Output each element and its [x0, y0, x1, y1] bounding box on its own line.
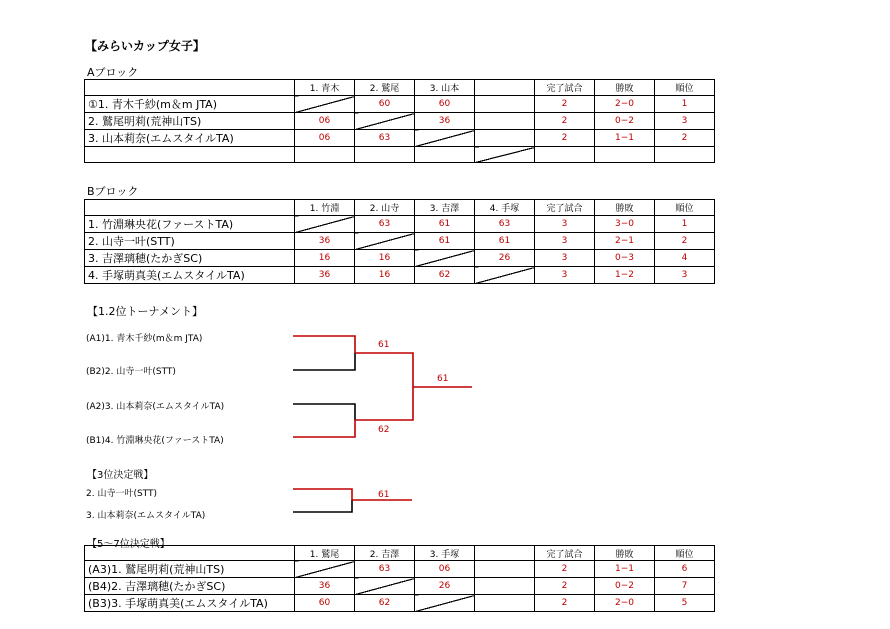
table-row	[85, 561, 715, 578]
win-loss-cell: 1−1	[595, 561, 655, 578]
score-cell: 06	[295, 130, 355, 147]
rank-cell: 2	[655, 130, 715, 147]
score-cell: 16	[295, 250, 355, 267]
table-header-cell	[475, 546, 535, 561]
table-header-cell: 順位	[655, 200, 715, 216]
player-name-cell: 2. 鷲尾明莉(荒神山TS)	[85, 113, 295, 130]
tournament-entry-1: (A1)1. 青木千紗(m＆m JTA)	[86, 334, 203, 344]
block-b-title: Bブロック	[87, 185, 139, 198]
completed-matches-cell: 2	[535, 96, 595, 113]
bracket-line	[355, 387, 413, 420]
bracket-line	[293, 420, 355, 437]
score-cell	[475, 561, 535, 578]
score-cell: 16	[355, 250, 415, 267]
table-header-cell: 1. 青木	[295, 80, 355, 96]
table-header-cell: 勝敗	[595, 80, 655, 96]
rank-cell: 1	[655, 216, 715, 233]
table-header-cell: 勝敗	[595, 546, 655, 561]
bracket-line	[293, 336, 355, 353]
semifinal-2-score: 62	[378, 425, 390, 435]
score-cell	[475, 595, 535, 612]
table-header-cell: 4. 手塚	[475, 200, 535, 216]
rank-cell: 3	[655, 113, 715, 130]
rank-cell: 3	[655, 267, 715, 284]
player-name-cell: 3. 吉澤璃穂(たかぎSC)	[85, 250, 295, 267]
rank-cell: 5	[655, 595, 715, 612]
bracket-line	[355, 353, 413, 387]
document-title: 【みらいカップ女子】	[85, 39, 205, 53]
score-cell: 06	[295, 113, 355, 130]
score-cell: 60	[415, 96, 475, 113]
bracket-line	[293, 404, 355, 420]
completed-matches-cell: 2	[535, 595, 595, 612]
semifinal-1-score: 61	[378, 340, 390, 350]
table-header-cell: 順位	[655, 546, 715, 561]
completed-matches-cell: 3	[535, 250, 595, 267]
score-cell: 61	[475, 233, 535, 250]
player-name-cell: (A3)1. 鷲尾明莉(荒神山TS)	[85, 561, 295, 578]
rank-cell: 2	[655, 233, 715, 250]
score-cell: 06	[415, 561, 475, 578]
completed-matches-cell: 3	[535, 267, 595, 284]
player-name-cell: ①1. 青木千紗(m＆m JTA)	[85, 96, 295, 113]
player-name-cell: (B4)2. 吉澤璃穂(たかぎSC)	[85, 578, 295, 595]
table-header-row	[85, 546, 715, 561]
score-cell: 63	[475, 216, 535, 233]
score-cell: 26	[415, 578, 475, 595]
completed-matches-cell: 3	[535, 216, 595, 233]
score-cell: 61	[415, 233, 475, 250]
table-row	[85, 578, 715, 595]
table-header-cell: 3. 吉澤	[415, 200, 475, 216]
fifth-place-title: 【5～7位決定戦】	[87, 539, 170, 550]
win-loss-cell: 2−1	[595, 233, 655, 250]
completed-matches-cell: 2	[535, 113, 595, 130]
score-cell: 36	[415, 113, 475, 130]
bracket-line	[293, 489, 352, 500]
score-cell: 60	[355, 96, 415, 113]
tournament-entry-4: (B1)4. 竹淵琳央花(ファーストTA)	[86, 436, 224, 446]
rank-cell: 1	[655, 96, 715, 113]
score-cell: 60	[295, 595, 355, 612]
bracket-line	[293, 353, 355, 370]
player-name-cell: 2. 山寺一叶(STT)	[85, 233, 295, 250]
tournament-entry-3: (A2)3. 山本莉奈(エムスタイルTA)	[86, 402, 225, 412]
win-loss-cell: 3−0	[595, 216, 655, 233]
third-entry-1: 2. 山寺一叶(STT)	[86, 489, 158, 499]
table-row	[85, 595, 715, 612]
completed-matches-cell: 2	[535, 561, 595, 578]
table-header-cell: 完了試合	[535, 546, 595, 561]
table-header-cell: 完了試合	[535, 80, 595, 96]
win-loss-cell: 1−2	[595, 267, 655, 284]
completed-matches-cell: 2	[535, 130, 595, 147]
table-header-cell	[85, 546, 295, 561]
win-loss-cell: 2−0	[595, 96, 655, 113]
table-header-cell: 勝敗	[595, 200, 655, 216]
score-cell: 36	[295, 267, 355, 284]
rank-cell: 4	[655, 250, 715, 267]
tournament-title: 【1.2位トーナメント】	[87, 305, 204, 318]
score-cell: 36	[295, 578, 355, 595]
player-name-cell: 1. 竹淵琳央花(ファーストTA)	[85, 216, 295, 233]
third-entry-2: 3. 山本莉奈(エムスタイルTA)	[86, 511, 206, 521]
score-cell: 62	[415, 267, 475, 284]
player-name-cell: 4. 手塚萌真美(エムスタイルTA)	[85, 267, 295, 284]
win-loss-cell: 0−3	[595, 250, 655, 267]
win-loss-cell: 1−1	[595, 130, 655, 147]
table-header-cell: 3. 山本	[415, 80, 475, 96]
final-score: 61	[437, 374, 449, 384]
table-header-cell: 3. 手塚	[415, 546, 475, 561]
third-place-title: 【3位決定戦】	[87, 470, 154, 481]
table-header-cell: 2. 山寺	[355, 200, 415, 216]
table-header-cell: 1. 竹淵	[295, 200, 355, 216]
table-header-cell: 完了試合	[535, 200, 595, 216]
player-name-cell: (B3)3. 手塚萌真美(エムスタイルTA)	[85, 595, 295, 612]
diagonal-cell	[295, 561, 355, 578]
third-place-score: 61	[378, 490, 390, 500]
diagonal-cell	[355, 578, 415, 595]
score-cell: 63	[355, 561, 415, 578]
table-header-cell: 2. 吉澤	[355, 546, 415, 561]
completed-matches-cell: 2	[535, 578, 595, 595]
completed-matches-cell: 3	[535, 233, 595, 250]
score-cell: 61	[415, 216, 475, 233]
score-cell: 62	[355, 595, 415, 612]
table-header-cell: 2. 鷲尾	[355, 80, 415, 96]
block-a-title: Aブロック	[87, 66, 139, 79]
player-name-cell: 3. 山本莉奈(エムスタイルTA)	[85, 130, 295, 147]
fifth-table	[84, 545, 715, 612]
table-header-cell: 1. 鷲尾	[295, 546, 355, 561]
score-cell: 36	[295, 233, 355, 250]
score-cell: 63	[355, 130, 415, 147]
win-loss-cell: 0−2	[595, 578, 655, 595]
score-cell: 16	[355, 267, 415, 284]
score-cell	[475, 578, 535, 595]
table-header-cell: 順位	[655, 80, 715, 96]
diagonal-cell	[415, 595, 475, 612]
rank-cell: 7	[655, 578, 715, 595]
tournament-entry-2: (B2)2. 山寺一叶(STT)	[86, 367, 176, 377]
bracket-line	[293, 500, 352, 512]
score-cell: 63	[355, 216, 415, 233]
score-cell: 26	[475, 250, 535, 267]
win-loss-cell: 2−0	[595, 595, 655, 612]
win-loss-cell: 0−2	[595, 113, 655, 130]
rank-cell: 6	[655, 561, 715, 578]
